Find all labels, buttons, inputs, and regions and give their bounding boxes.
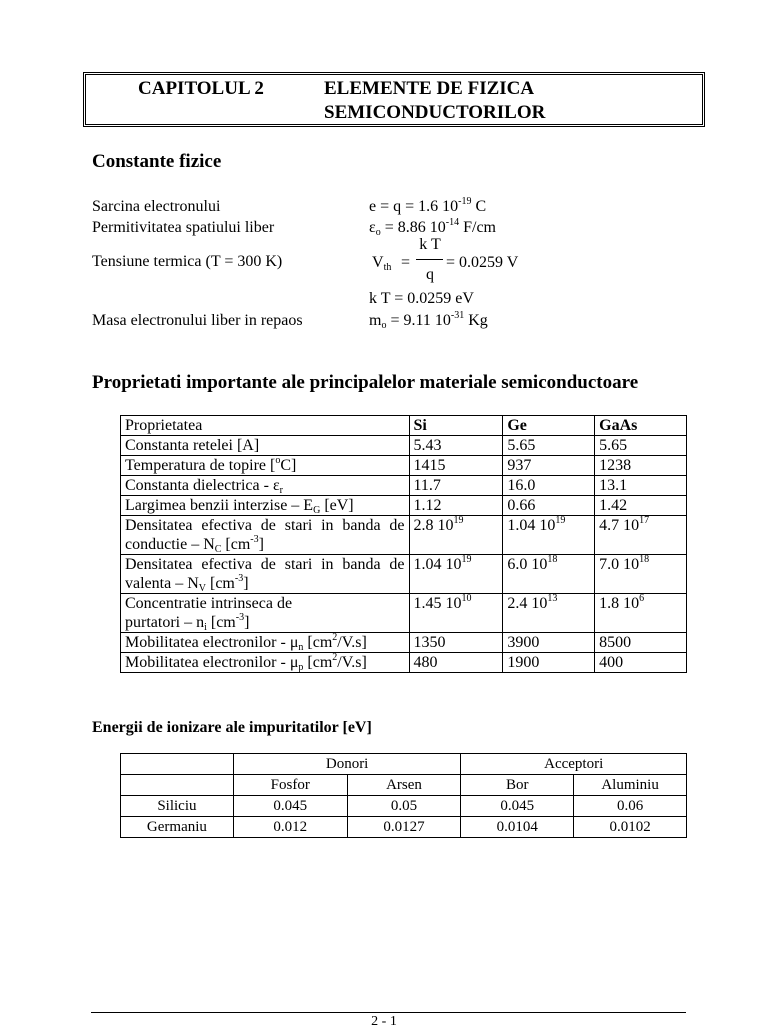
thermal-voltage-label: Tensiune termica (T = 300 K) bbox=[92, 253, 283, 270]
cell-value: 0.045 bbox=[233, 796, 347, 817]
permittivity-label: Permitivitatea spatiului liber bbox=[92, 219, 275, 236]
mass-label: Masa electronului liber in repaos bbox=[92, 312, 303, 329]
group-donors: Donori bbox=[233, 754, 461, 775]
table-row bbox=[121, 594, 687, 633]
header-arsen: Arsen bbox=[347, 775, 461, 796]
table-row bbox=[121, 653, 687, 673]
cell-gaas: 8500 bbox=[595, 633, 687, 653]
header-gaas: GaAs bbox=[595, 416, 687, 436]
vth-value: = 0.0259 V bbox=[446, 254, 519, 271]
cell-ge: 3900 bbox=[503, 633, 595, 653]
cell-ge: 6.0 $10^{18}$ bbox=[503, 555, 595, 594]
cell-gaas: 1.8 $10^6$ bbox=[595, 594, 687, 633]
cell-si: 1350 bbox=[409, 633, 503, 653]
fraction-numerator: k T bbox=[419, 236, 441, 253]
cell-si: 1.04 $10^{19}$ bbox=[409, 555, 503, 594]
table-row bbox=[121, 817, 687, 838]
group-acceptors: Acceptori bbox=[461, 754, 687, 775]
ionization-heading: Energii de ionizare ale impuritatilor [eV] bbox=[92, 719, 372, 736]
cell-ge: 0.66 bbox=[503, 496, 595, 516]
cell-gaas: 400 bbox=[595, 653, 687, 673]
row-label: Temperatura de topire [$^o$C] bbox=[121, 456, 410, 476]
cell-value: 0.012 bbox=[233, 817, 347, 838]
chapter-title-line1: ELEMENTE DE FIZICA bbox=[324, 78, 535, 99]
cell-si: 480 bbox=[409, 653, 503, 673]
vth-symbol: $V_{th}$ bbox=[372, 254, 392, 273]
chapter-title-line2: SEMICONDUCTORILOR bbox=[324, 102, 546, 123]
cell-gaas: 4.7 $10^{17}$ bbox=[595, 516, 687, 555]
row-material: Siliciu bbox=[121, 796, 234, 817]
row-label: Constanta retelei [A] bbox=[121, 436, 410, 456]
cell-value: 0.0127 bbox=[347, 817, 461, 838]
ionization-table bbox=[120, 753, 687, 838]
row-label: Concentratie intrinseca de purtatori – $n_i$ $[cm^{-3}]$ bbox=[121, 594, 410, 633]
cell-ge: 2.4 $10^{13}$ bbox=[503, 594, 595, 633]
table-row bbox=[121, 555, 687, 594]
header-fosfor: Fosfor bbox=[233, 775, 347, 796]
cell-gaas: 1.42 bbox=[595, 496, 687, 516]
table-row bbox=[121, 796, 687, 817]
cell-ge: 16.0 bbox=[503, 476, 595, 496]
cell-ge: 5.65 bbox=[503, 436, 595, 456]
table-header-row bbox=[121, 775, 687, 796]
header-aluminiu: Aluminiu bbox=[574, 775, 687, 796]
table-row bbox=[121, 496, 687, 516]
row-label: Densitatea efectiva de stari in banda de conductie – $N_C$ $[cm^{-3}]$ bbox=[121, 516, 410, 555]
table-row bbox=[121, 456, 687, 476]
cell-si: 5.43 bbox=[409, 436, 503, 456]
properties-table bbox=[120, 415, 687, 673]
header-bor: Bor bbox=[461, 775, 574, 796]
row-material: Germaniu bbox=[121, 817, 234, 838]
cell-ge: 937 bbox=[503, 456, 595, 476]
cell-si: 1.45 $10^{10}$ bbox=[409, 594, 503, 633]
table-group-row bbox=[121, 754, 687, 775]
empty-corner-cell bbox=[121, 775, 234, 796]
constants-heading: Constante fizice bbox=[92, 151, 222, 172]
cell-ge: 1900 bbox=[503, 653, 595, 673]
row-label: Largimea benzii interzise – $E_G$ [eV] bbox=[121, 496, 410, 516]
header-si: Si bbox=[409, 416, 503, 436]
charge-label: Sarcina electronului bbox=[92, 198, 221, 215]
permittivity-value: $\varepsilon_o = 8.86$ $10^{-14}$ F/cm bbox=[369, 217, 496, 238]
fraction-bar bbox=[416, 259, 443, 260]
cell-si: 1.12 bbox=[409, 496, 503, 516]
row-label: Constanta dielectrica - $\varepsilon_r$ bbox=[121, 476, 410, 496]
chapter-number: CAPITOLUL 2 bbox=[138, 78, 264, 99]
table-row bbox=[121, 476, 687, 496]
cell-ge: 1.04 $10^{19}$ bbox=[503, 516, 595, 555]
cell-si: 11.7 bbox=[409, 476, 503, 496]
cell-si: 2.8 $10^{19}$ bbox=[409, 516, 503, 555]
mass-value: $m_o = 9.11$ $10^{-31}$ Kg bbox=[369, 310, 488, 331]
properties-heading: Proprietati importante ale principalelor materiale semiconductoare bbox=[92, 372, 639, 393]
table-row bbox=[121, 516, 687, 555]
row-label: Mobilitatea electronilor - $\mu_n$ $[cm^2/V.s]$ bbox=[121, 633, 410, 653]
table-row bbox=[121, 633, 687, 653]
cell-gaas: 7.0 $10^{18}$ bbox=[595, 555, 687, 594]
row-label: Densitatea efectiva de stari in banda de valenta – $N_V$ $[cm^{-3}]$ bbox=[121, 555, 410, 594]
row-label: Mobilitatea electronilor - $\mu_p$ $[cm^2/V.s]$ bbox=[121, 653, 410, 673]
vth-equals: = bbox=[401, 254, 411, 271]
kt-value: k T = 0.0259 eV bbox=[369, 290, 474, 307]
cell-value: 0.06 bbox=[574, 796, 687, 817]
cell-gaas: 1238 bbox=[595, 456, 687, 476]
cell-gaas: 5.65 bbox=[595, 436, 687, 456]
cell-si: 1415 bbox=[409, 456, 503, 476]
table-header-row bbox=[121, 416, 687, 436]
header-property: Proprietatea bbox=[121, 416, 410, 436]
fraction-denominator: q bbox=[426, 266, 434, 283]
cell-value: 0.045 bbox=[461, 796, 574, 817]
empty-corner-cell bbox=[121, 754, 234, 775]
page-number: 2 - 1 bbox=[371, 1014, 397, 1029]
charge-value: e = q = 1.6 $10^{-19}$ C bbox=[369, 196, 487, 215]
header-ge: Ge bbox=[503, 416, 595, 436]
cell-gaas: 13.1 bbox=[595, 476, 687, 496]
table-row bbox=[121, 436, 687, 456]
footer-divider bbox=[91, 1012, 686, 1013]
cell-value: 0.0102 bbox=[574, 817, 687, 838]
cell-value: 0.05 bbox=[347, 796, 461, 817]
cell-value: 0.0104 bbox=[461, 817, 574, 838]
